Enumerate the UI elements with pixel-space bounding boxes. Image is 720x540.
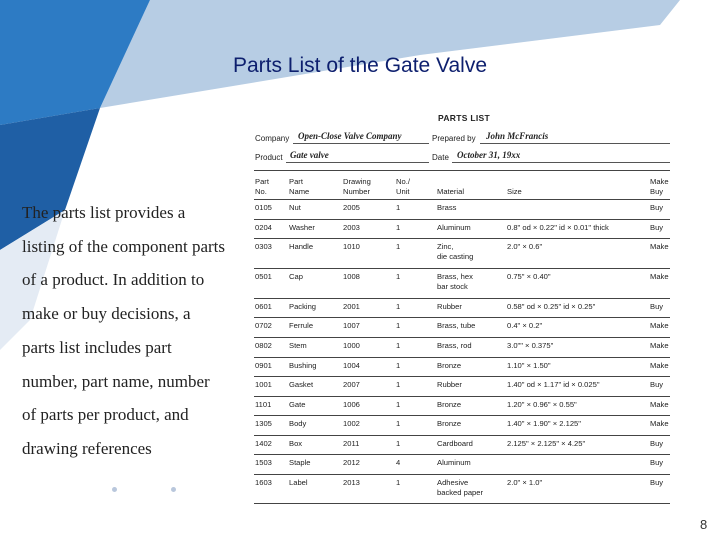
column-header-units: No./ Unit [396, 177, 410, 196]
cell-drawing: 2007 [343, 380, 360, 389]
cell-no: 0802 [255, 341, 272, 350]
slide-body-text: The parts list provides a listing of the component parts of a product. In addition to make or buy decisions, a parts list includes part number, part name, number of parts per product, and drawing references [22, 203, 226, 458]
decorative-dot [171, 487, 176, 492]
cell-name: Staple [289, 458, 311, 467]
date-label: Date [432, 153, 449, 162]
cell-size: 2.125" × 2.125" × 4.25" [507, 439, 586, 448]
cell-mb: Buy [650, 478, 664, 487]
cell-unit: 4 [396, 458, 401, 467]
cell-unit: 1 [396, 321, 401, 330]
cell-unit: 1 [396, 419, 401, 428]
prepared-by-underline [480, 143, 670, 144]
cell-mb: Buy [650, 203, 664, 212]
cell-size: 1.20" × 0.96" × 0.55" [507, 400, 577, 409]
cell-material: Brass, tube [437, 321, 476, 330]
cell-unit: 1 [396, 203, 401, 212]
cell-material: Adhesive backed paper [437, 478, 484, 497]
cell-material: Brass, rod [437, 341, 472, 350]
cell-mb: Buy [650, 302, 664, 311]
cell-name: Gate [289, 400, 306, 409]
cell-size: 0.4" × 0.2" [507, 321, 543, 330]
cell-unit: 1 [396, 272, 401, 281]
cell-drawing: 2012 [343, 458, 360, 467]
cell-mb: Buy [650, 458, 664, 467]
cell-unit: 1 [396, 242, 401, 251]
cell-material: Cardboard [437, 439, 473, 448]
cell-size: 0.58" od × 0.25" id × 0.25" [507, 302, 596, 311]
cell-drawing: 1002 [343, 419, 360, 428]
cell-no: 1305 [255, 419, 272, 428]
column-header-make-buy: Make Buy [650, 177, 669, 196]
cell-drawing: 2011 [343, 439, 360, 448]
cell-material: Rubber [437, 302, 462, 311]
cell-drawing: 1008 [343, 272, 360, 281]
column-header-drawing-number: Drawing Number [343, 177, 371, 196]
cell-unit: 1 [396, 400, 401, 409]
cell-name: Nut [289, 203, 301, 212]
cell-unit: 1 [396, 439, 401, 448]
row-divider [254, 238, 670, 239]
row-divider [254, 219, 670, 220]
cell-drawing: 1010 [343, 242, 360, 251]
cell-mb: Make [650, 341, 669, 350]
cell-no: 1503 [255, 458, 272, 467]
cell-drawing: 1007 [343, 321, 360, 330]
date-underline [452, 162, 670, 163]
row-divider [254, 268, 670, 269]
cell-mb: Make [650, 419, 669, 428]
cell-material: Brass [437, 203, 457, 212]
cell-name: Body [289, 419, 307, 428]
cell-no: 0601 [255, 302, 272, 311]
cell-material: Brass, hex bar stock [437, 272, 473, 291]
product-value: Gate valve [290, 150, 329, 160]
column-header-material: Material [437, 187, 465, 196]
page-number: 8 [700, 517, 708, 532]
cell-no: 0303 [255, 242, 272, 251]
cell-size: 2.0" × 0.6" [507, 242, 543, 251]
cell-drawing: 1000 [343, 341, 360, 350]
cell-unit: 1 [396, 478, 401, 487]
row-divider [254, 199, 670, 200]
cell-unit: 1 [396, 361, 401, 370]
slide-title: Parts List of the Gate Valve [232, 54, 488, 77]
cell-drawing: 1006 [343, 400, 360, 409]
cell-no: 0501 [255, 272, 272, 281]
cell-no: 1001 [255, 380, 272, 389]
cell-name: Cap [289, 272, 303, 281]
cell-no: 1101 [255, 400, 272, 409]
cell-mb: Make [650, 321, 669, 330]
row-divider [254, 435, 670, 436]
cell-mb: Make [650, 242, 669, 251]
row-divider [254, 357, 670, 358]
cell-unit: 1 [396, 302, 401, 311]
row-divider [254, 376, 670, 377]
date-value: October 31, 19xx [457, 150, 521, 160]
row-divider [254, 415, 670, 416]
cell-no: 1402 [255, 439, 272, 448]
cell-name: Label [289, 478, 308, 487]
company-underline [293, 143, 429, 144]
column-header-part-no: Part No. [255, 177, 269, 196]
cell-drawing: 2005 [343, 203, 360, 212]
row-divider [254, 317, 670, 318]
cell-drawing: 2001 [343, 302, 360, 311]
cell-size: 1.10" × 1.50" [507, 361, 551, 370]
cell-size: 2.0" × 1.0" [507, 478, 543, 487]
prepared-by-value: John McFrancis [486, 131, 549, 141]
parts-list-table [254, 110, 672, 510]
cell-material: Aluminum [437, 458, 471, 467]
product-label: Product [255, 153, 283, 162]
cell-size: 0.75" × 0.40" [507, 272, 551, 281]
table-top-rule [254, 170, 670, 171]
cell-name: Gasket [289, 380, 314, 389]
cell-no: 0204 [255, 223, 272, 232]
cell-name: Bushing [289, 361, 317, 370]
company-value: Open-Close Valve Company [298, 131, 402, 141]
cell-material: Bronze [437, 400, 462, 409]
row-divider [254, 337, 670, 338]
cell-unit: 1 [396, 223, 401, 232]
row-divider [254, 454, 670, 455]
cell-material: Rubber [437, 380, 462, 389]
cell-name: Handle [289, 242, 314, 251]
cell-name: Packing [289, 302, 317, 311]
cell-drawing: 1004 [343, 361, 360, 370]
cell-no: 0901 [255, 361, 272, 370]
cell-mb: Buy [650, 439, 664, 448]
column-header-size: Size [507, 187, 522, 196]
cell-no: 0105 [255, 203, 272, 212]
cell-name: Washer [289, 223, 315, 232]
cell-name: Box [289, 439, 303, 448]
table-bottom-rule [254, 503, 670, 504]
decorative-dot [112, 487, 117, 492]
cell-drawing: 2013 [343, 478, 360, 487]
cell-mb: Buy [650, 380, 664, 389]
company-label: Company [255, 134, 290, 143]
cell-name: Ferrule [289, 321, 314, 330]
prepared-by-label: Prepared by [432, 134, 476, 143]
cell-no: 1603 [255, 478, 272, 487]
cell-mb: Make [650, 400, 669, 409]
row-divider [254, 474, 670, 475]
cell-material: Zinc, die casting [437, 242, 474, 261]
cell-material: Bronze [437, 361, 462, 370]
cell-unit: 1 [396, 380, 401, 389]
cell-size: 1.40" × 1.90" × 2.125" [507, 419, 581, 428]
cell-size: 0.8" od × 0.22" id × 0.01" thick [507, 223, 609, 232]
column-header-part-name: Part Name [289, 177, 310, 196]
cell-mb: Make [650, 361, 669, 370]
row-divider [254, 298, 670, 299]
cell-name: Stem [289, 341, 307, 350]
cell-drawing: 2003 [343, 223, 360, 232]
cell-material: Bronze [437, 419, 462, 428]
cell-size: 3.0"" × 0.375" [507, 341, 554, 350]
cell-mb: Buy [650, 223, 664, 232]
cell-mb: Make [650, 272, 669, 281]
cell-size: 1.40" od × 1.17" id × 0.025" [507, 380, 600, 389]
product-underline [286, 162, 429, 163]
parts-list-heading: PARTS LIST [438, 113, 490, 123]
row-divider [254, 396, 670, 397]
cell-no: 0702 [255, 321, 272, 330]
cell-material: Aluminum [437, 223, 471, 232]
cell-unit: 1 [396, 341, 401, 350]
